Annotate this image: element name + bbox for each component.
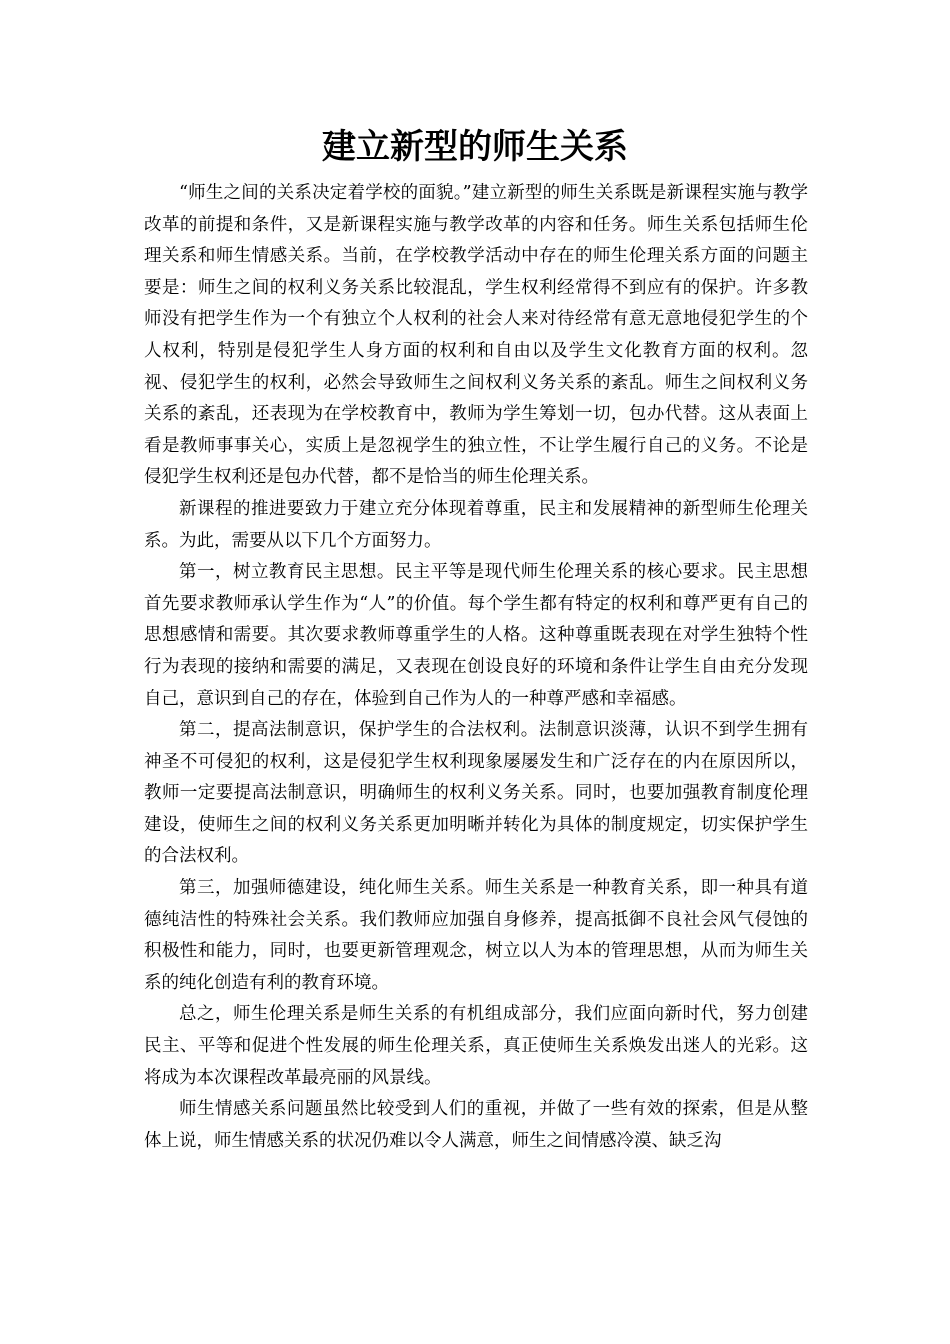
document-body: [144, 178, 808, 1157]
paragraph-2: 新课程的推进要致力于建立充分体现着尊重，民主和发展精神的新型师生伦理关系。为此，需要从以下几个方面努力。: [144, 498, 808, 551]
paragraph-6: 总之，师生伦理关系是师生关系的有机组成部分，我们应面向新时代，努力创建民主、平等和促进个性发展的师生伦理关系，真正使师生关系焕发出迷人的光彩。这将成为本次课程改革最亮丽的风景线。: [144, 1004, 808, 1088]
document-title: 建立新型的师生关系: [322, 127, 628, 167]
paragraph-1: “师生之间的关系决定着学校的面貌。”建立新型的师生关系既是新课程实施与教学改革的前提和条件，又是新课程实施与教学改革的内容和任务。师生关系包括师生伦理关系和师生情感关系。当前，在学校教学活动中存在的师生伦理关系方面的问题主要是：师生之间的权利义务关系比较混乱，学生权利经常得不到应有的保护。许多教师没有把学生作为一个有独立个人权利的社会人来对待经常有意无意地侵犯学生的个人权利，特别是侵犯学生人身方面的权利和自由以及学生文化教育方面的权利。忽视、侵犯学生的权利，必然会导致师生之间权利义务关系的紊乱。师生之间权利义务关系的紊乱，还表现为在学校教育中，教师为学生筹划一切，包办代替。这从表面上看是教师事事关心，实质上是忽视学生的独立性，不让学生履行自己的义务。不论是侵犯学生权利还是包办代替，都不是恰当的师生伦理关系。: [144, 183, 808, 488]
paragraph-3: 第一，树立教育民主思想。民主平等是现代师生伦理关系的核心要求。民主思想首先要求教师承认学生作为“人”的价值。每个学生都有特定的权利和尊严更有自己的思想感情和需要。其次要求教师尊重学生的人格。这种尊重既表现在对学生独特个性行为表现的接纳和需要的满足，又表现在创设良好的环境和条件让学生自由充分发现自己，意识到自己的存在，体验到自己作为人的一种尊严感和幸福感。: [144, 562, 808, 709]
paragraph-4: 第二，提高法制意识，保护学生的合法权利。法制意识淡薄，认识不到学生拥有神圣不可侵犯的权利，这是侵犯学生权利现象屡屡发生和广泛存在的内在原因所以，教师一定要提高法制意识，明确师生的权利义务关系。同时，也要加强教育制度伦理建设，使师生之间的权利义务关系更加明晰并转化为具体的制度规定，切实保护学生的合法权利。: [144, 720, 808, 867]
paragraph-5: 第三，加强师德建设，纯化师生关系。师生关系是一种教育关系，即一种具有道德纯洁性的特殊社会关系。我们教师应加强自身修养，提高抵御不良社会风气侵蚀的积极性和能力，同时，也要更新管理观念，树立以人为本的管理思想，从而为师生关系的纯化创造有利的教育环境。: [144, 878, 808, 993]
paragraph-7: 师生情感关系问题虽然比较受到人们的重视，并做了一些有效的探索，但是从整体上说，师生情感关系的状况仍难以令人满意，师生之间情感冷漠、缺乏沟: [144, 1099, 808, 1151]
